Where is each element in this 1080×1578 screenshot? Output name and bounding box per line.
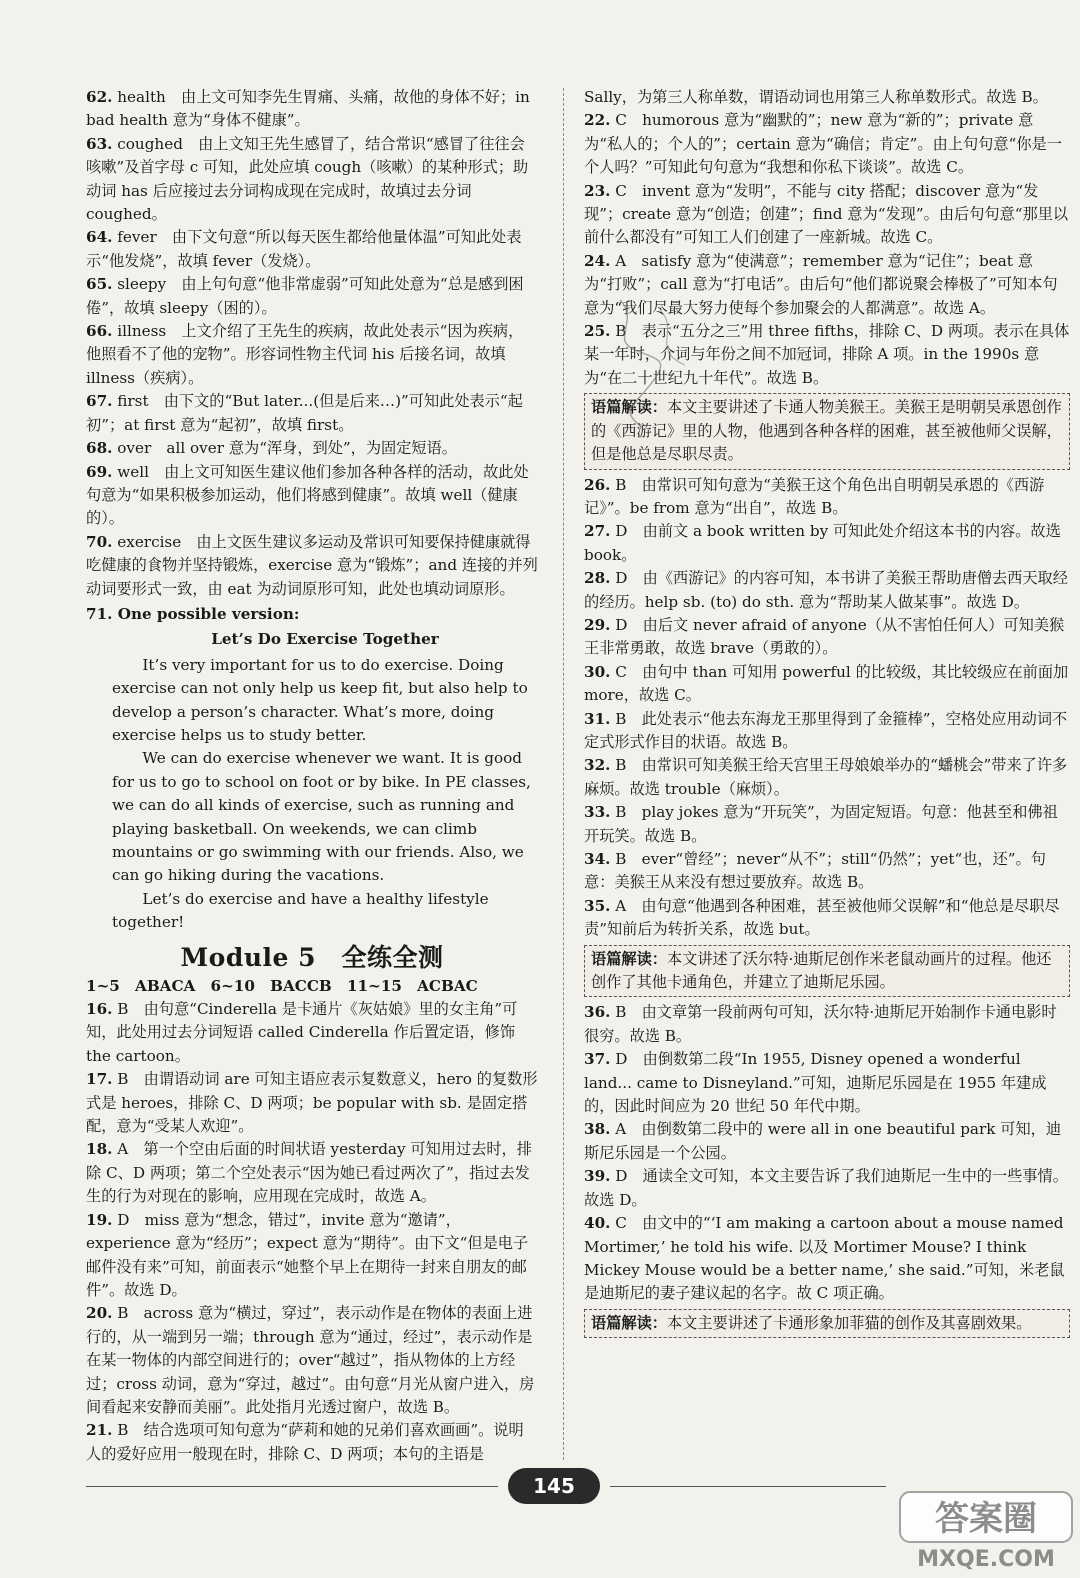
pencil-scribble-icon [590, 290, 730, 440]
answer-21: 21. B 结合选项可知句意为“萨莉和她的兄弟们喜欢画画”。说明人的爱好应用一般现在时，排除 C、D 两项；本句的主语是 [86, 1421, 524, 1463]
essay-paragraph-1: It’s very important for us to do exercise. Doing exercise can not only help us keep fit, but also help to develop a person’s character. What’s more, doing exercise helps us to study better. [112, 655, 528, 744]
svg-text:答案圈: 答案圈 [935, 1499, 1037, 1539]
footer-rule-right [610, 1486, 886, 1487]
answer-66: 66. illness 上文介绍了王先生的疾病，故此处表示“因为疾病，他照看不了他的宠物”。形容词性物主代词 his 后接名词，故填 illness（疾病）。 [86, 322, 524, 387]
answer-34: 34. B ever“曾经”；never“从不”；still“仍然”；yet“也，还”。句意：美猴王从来没有想过要放弃。故选 B。 [584, 850, 1046, 892]
answer-62: 62. health 由上文可知李先生胃痛、头痛，故他的身体不好；in bad health 意为“身体不健康”。 [86, 88, 530, 130]
module-heading: Module 5 全练全测 [180, 942, 444, 972]
answer-29: 29. D 由后文 never afraid of anyone（从不害怕任何人）可知美猴王非常勇敢，故选 brave（勇敢的）。 [584, 615, 1065, 658]
summary-label: 语篇解读： [591, 398, 667, 417]
left-column [86, 86, 538, 1466]
answer-65: 65. sleepy 由上句句意“他非常虚弱”可知此处意为“总是感到困倦”，故填 sleepy（困的）。 [86, 275, 524, 317]
answer-39: 39. D 通读全文可知，本文主要告诉了我们迪斯尼一生中的一些事情。故选 D。 [584, 1167, 1068, 1209]
answer-40: 40. C 由文中的“‘I am making a cartoon about a mouse named Mortimer,’ he told his wife. 以及 Mortimer Mouse? I think Mickey Mouse would be a better name,’ she said.”可知，米老鼠是迪斯尼的妻子建议起的名字。故 C 项正确。 [584, 1214, 1065, 1303]
answer-25: 25. B 表示“五分之三”用 three fifths，排除 C、D 两项。表示在具体某一年时，介词与年份之间不加冠词，排除 A 项。in the 1990s 意为“在二十世纪九十年代”。故选 B。 [584, 322, 1070, 387]
summary-text: 本文主要讲述了卡通形象加菲猫的创作及其喜剧效果。 [666, 1313, 1032, 1332]
answer-17: 17. B 由谓语动词 are 可知主语应表示复数意义，hero 的复数形式是 heroes，排除 C、D 两项；be popular with sb. 是固定搭配，意为“受某人欢迎”。 [86, 1070, 538, 1136]
answer-71-label: 71. One possible version: [86, 604, 300, 623]
column-divider [563, 88, 564, 1460]
answer-64: 64. fever 由下文句意“所以每天医生都给他量体温”可知此处表示“他发烧”，故填 fever（发烧）。 [86, 228, 522, 270]
svg-text:MXQE.COM: MXQE.COM [917, 1547, 1055, 1572]
answer-22: 22. C humorous 意为“幽默的”；new 意为“新的”；private 意为“私人的；个人的”；certain 意为“确信；肯定”。由上句句意“你是一个人吗？”可知此句句意为“我想和你私下谈谈”。故选 C。 [584, 111, 1062, 177]
essay-paragraph-3: Let’s do exercise and have a healthy lifestyle together! [112, 889, 489, 932]
answer-23: 23. C invent 意为“发明”，不能与 city 搭配；discover 意为“发现”；create 意为“创造；创建”；find 意为“发现”。由后句句意“那里以前什么都没有”可知工人们创建了一座新城。故选 C。 [584, 181, 1069, 247]
answer-16: 16. B 由句意“Cinderella 是卡通片《灰姑娘》里的女主角”可知，此处用过去分词短语 called Cinderella 作后置定语，修饰 the cartoon。 [86, 1000, 518, 1065]
answer-30: 30. C 由句中 than 可知用 powerful 的比较级，其比较级应在前面加 more，故选 C。 [584, 662, 1069, 705]
answer-18: 18. A 第一个空由后面的时间状语 yesterday 可知用过去时，排除 C、D 两项；第二个空处表示“因为她已看过两次了”，指过去发生的行为对现在的影响，应用现在完成时，故选 A。 [86, 1140, 532, 1206]
passage-summary-box-2 [584, 945, 1070, 998]
answer-70: 70. exercise 由上文医生建议多运动及常识可知要保持健康就得吃健康的食物并坚持锻炼，exercise 意为“锻炼”；and 连接的并列动词要形式一致，由 eat 为动词原形可知，此处也填动词原形。 [86, 532, 538, 598]
answer-21-continued: Sally，为第三人称单数，谓语动词也用第三人称单数形式。故选 B。 [584, 88, 1048, 106]
page-number: 145 [508, 1468, 600, 1504]
answer-28: 28. D 由《西游记》的内容可知，本书讲了美猴王帮助唐僧去西天取经的经历。help sb. (to) do sth. 意为“帮助某人做某事”。故选 D。 [584, 569, 1068, 611]
answer-27: 27. D 由前文 a book written by 可知此处介绍这本书的内容。故选 book。 [584, 522, 1061, 564]
footer-rule-left [86, 1486, 498, 1487]
answer-69: 69. well 由上文可知医生建议他们参加各种各样的活动，故此处句意为“如果积极参加运动，他们将感到健康”。故填 well（健康的）。 [86, 462, 529, 528]
essay-paragraph-2: We can do exercise whenever we want. It is good for us to go to school on foot or by bike. In PE classes, we can do all kinds of exercise, such as running and playing basketball. On weekends, we can climb mountains or go swimming with our friends. Also, we can go hiking during the vacations. [112, 749, 531, 885]
answer-19: 19. D miss 意为“想念，错过”，invite 意为“邀请”，experience 意为“经历”；expect 意为“期待”。由下文“但是电子邮件没有来”可知，前面表示“她整个早上在期待一封来自朋友的邮件”。故选 D。 [86, 1210, 529, 1299]
answer-key-line: 1~5 ABACA 6~10 BACCB 11~15 ACBAC [86, 976, 478, 995]
answer-31: 31. B 此处表示“他去东海龙王那里得到了金箍棒”，空格处应用动词不定式形式作目的状语。故选 B。 [584, 709, 1068, 751]
right-column [584, 86, 1070, 1342]
answer-35: 35. A 由句意“他遇到各种困难，甚至被他师父误解”和“他总是尽职尽责”知前后为转折关系，故选 but。 [584, 896, 1060, 939]
answer-63: 63. coughed 由上文知王先生感冒了，结合常识“感冒了往往会咳嗽”及首字母 c 可知，此处应填 cough（咳嗽）的某种形式；助动词 has 后应接过去分词构成现在完成时，故填过去分词 coughed。 [86, 134, 529, 224]
answer-38: 38. A 由倒数第二段中的 were all in one beautiful park 可知，迪斯尼乐园是一个公园。 [584, 1120, 1062, 1162]
answer-67: 67. first 由下文的“But later...(但是后来…)”可知此处表示“起初”；at first 意为“起初”，故填 first。 [86, 392, 523, 434]
summary-label: 语篇解读： [591, 949, 667, 968]
site-watermark-logo [898, 1488, 1076, 1574]
summary-label: 语篇解读： [591, 1313, 667, 1332]
summary-text: 本文主要讲述了卡通人物美猴王。美猴王是明朝吴承恩创作的《西游记》里的人物，他遇到各种各样的困难，甚至被他师父误解，但是他总是尽职尽责。 [591, 398, 1062, 464]
essay-title: Let’s Do Exercise Together [211, 630, 439, 649]
answer-26: 26. B 由常识可知句意为“美猴王这个角色出自明朝吴承恩的《西游记》”。be from 意为“出自”，故选 B。 [584, 475, 1045, 517]
answer-68: 68. over all over 意为“浑身，到处”，为固定短语。 [86, 439, 457, 458]
summary-text: 本文讲述了沃尔特·迪斯尼创作米老鼠动画片的过程。他还创作了其他卡通角色，并建立了迪斯尼乐园。 [591, 949, 1052, 992]
answer-37: 37. D 由倒数第二段“In 1955, Disney opened a wonderful land... came to Disneyland.”可知，迪斯尼乐园是在 1955 年建成的，因此时间应为 20 世纪 50 年代中期。 [584, 1050, 1047, 1116]
passage-summary-box-3 [584, 1309, 1070, 1338]
answer-33: 33. B play jokes 意为“开玩笑”，为固定短语。句意：他甚至和佛祖开玩笑。故选 B。 [584, 803, 1058, 845]
answer-20: 20. B across 意为“横过，穿过”，表示动作是在物体的表面上进行的，从一端到另一端；through 意为“通过，经过”，表示动作是在某一物体的内部空间进行的；over“越过”，指从物体的上方经过；cross 动词，意为“穿过，越过”。由句意“月光从窗户进入，房间看起来安静而美丽”。此处指月光透过窗户，故选 B。 [86, 1304, 535, 1416]
answer-36: 36. B 由文章第一段前两句可知，沃尔特·迪斯尼开始制作卡通电影时很穷。故选 B。 [584, 1003, 1057, 1045]
answer-24: 24. A satisfy 意为“使满意”；remember 意为“记住”；beat 意为“打败”；call 意为“打电话”。由后句“他们都说聚会棒极了”可知本句意为“我们尽最大努力使每个参加聚会的人都满意”。故选 A。 [584, 251, 1058, 317]
answer-32: 32. B 由常识可知美猴王给天宫里王母娘娘举办的“蟠桃会”带来了许多麻烦。故选 trouble（麻烦）。 [584, 756, 1068, 798]
